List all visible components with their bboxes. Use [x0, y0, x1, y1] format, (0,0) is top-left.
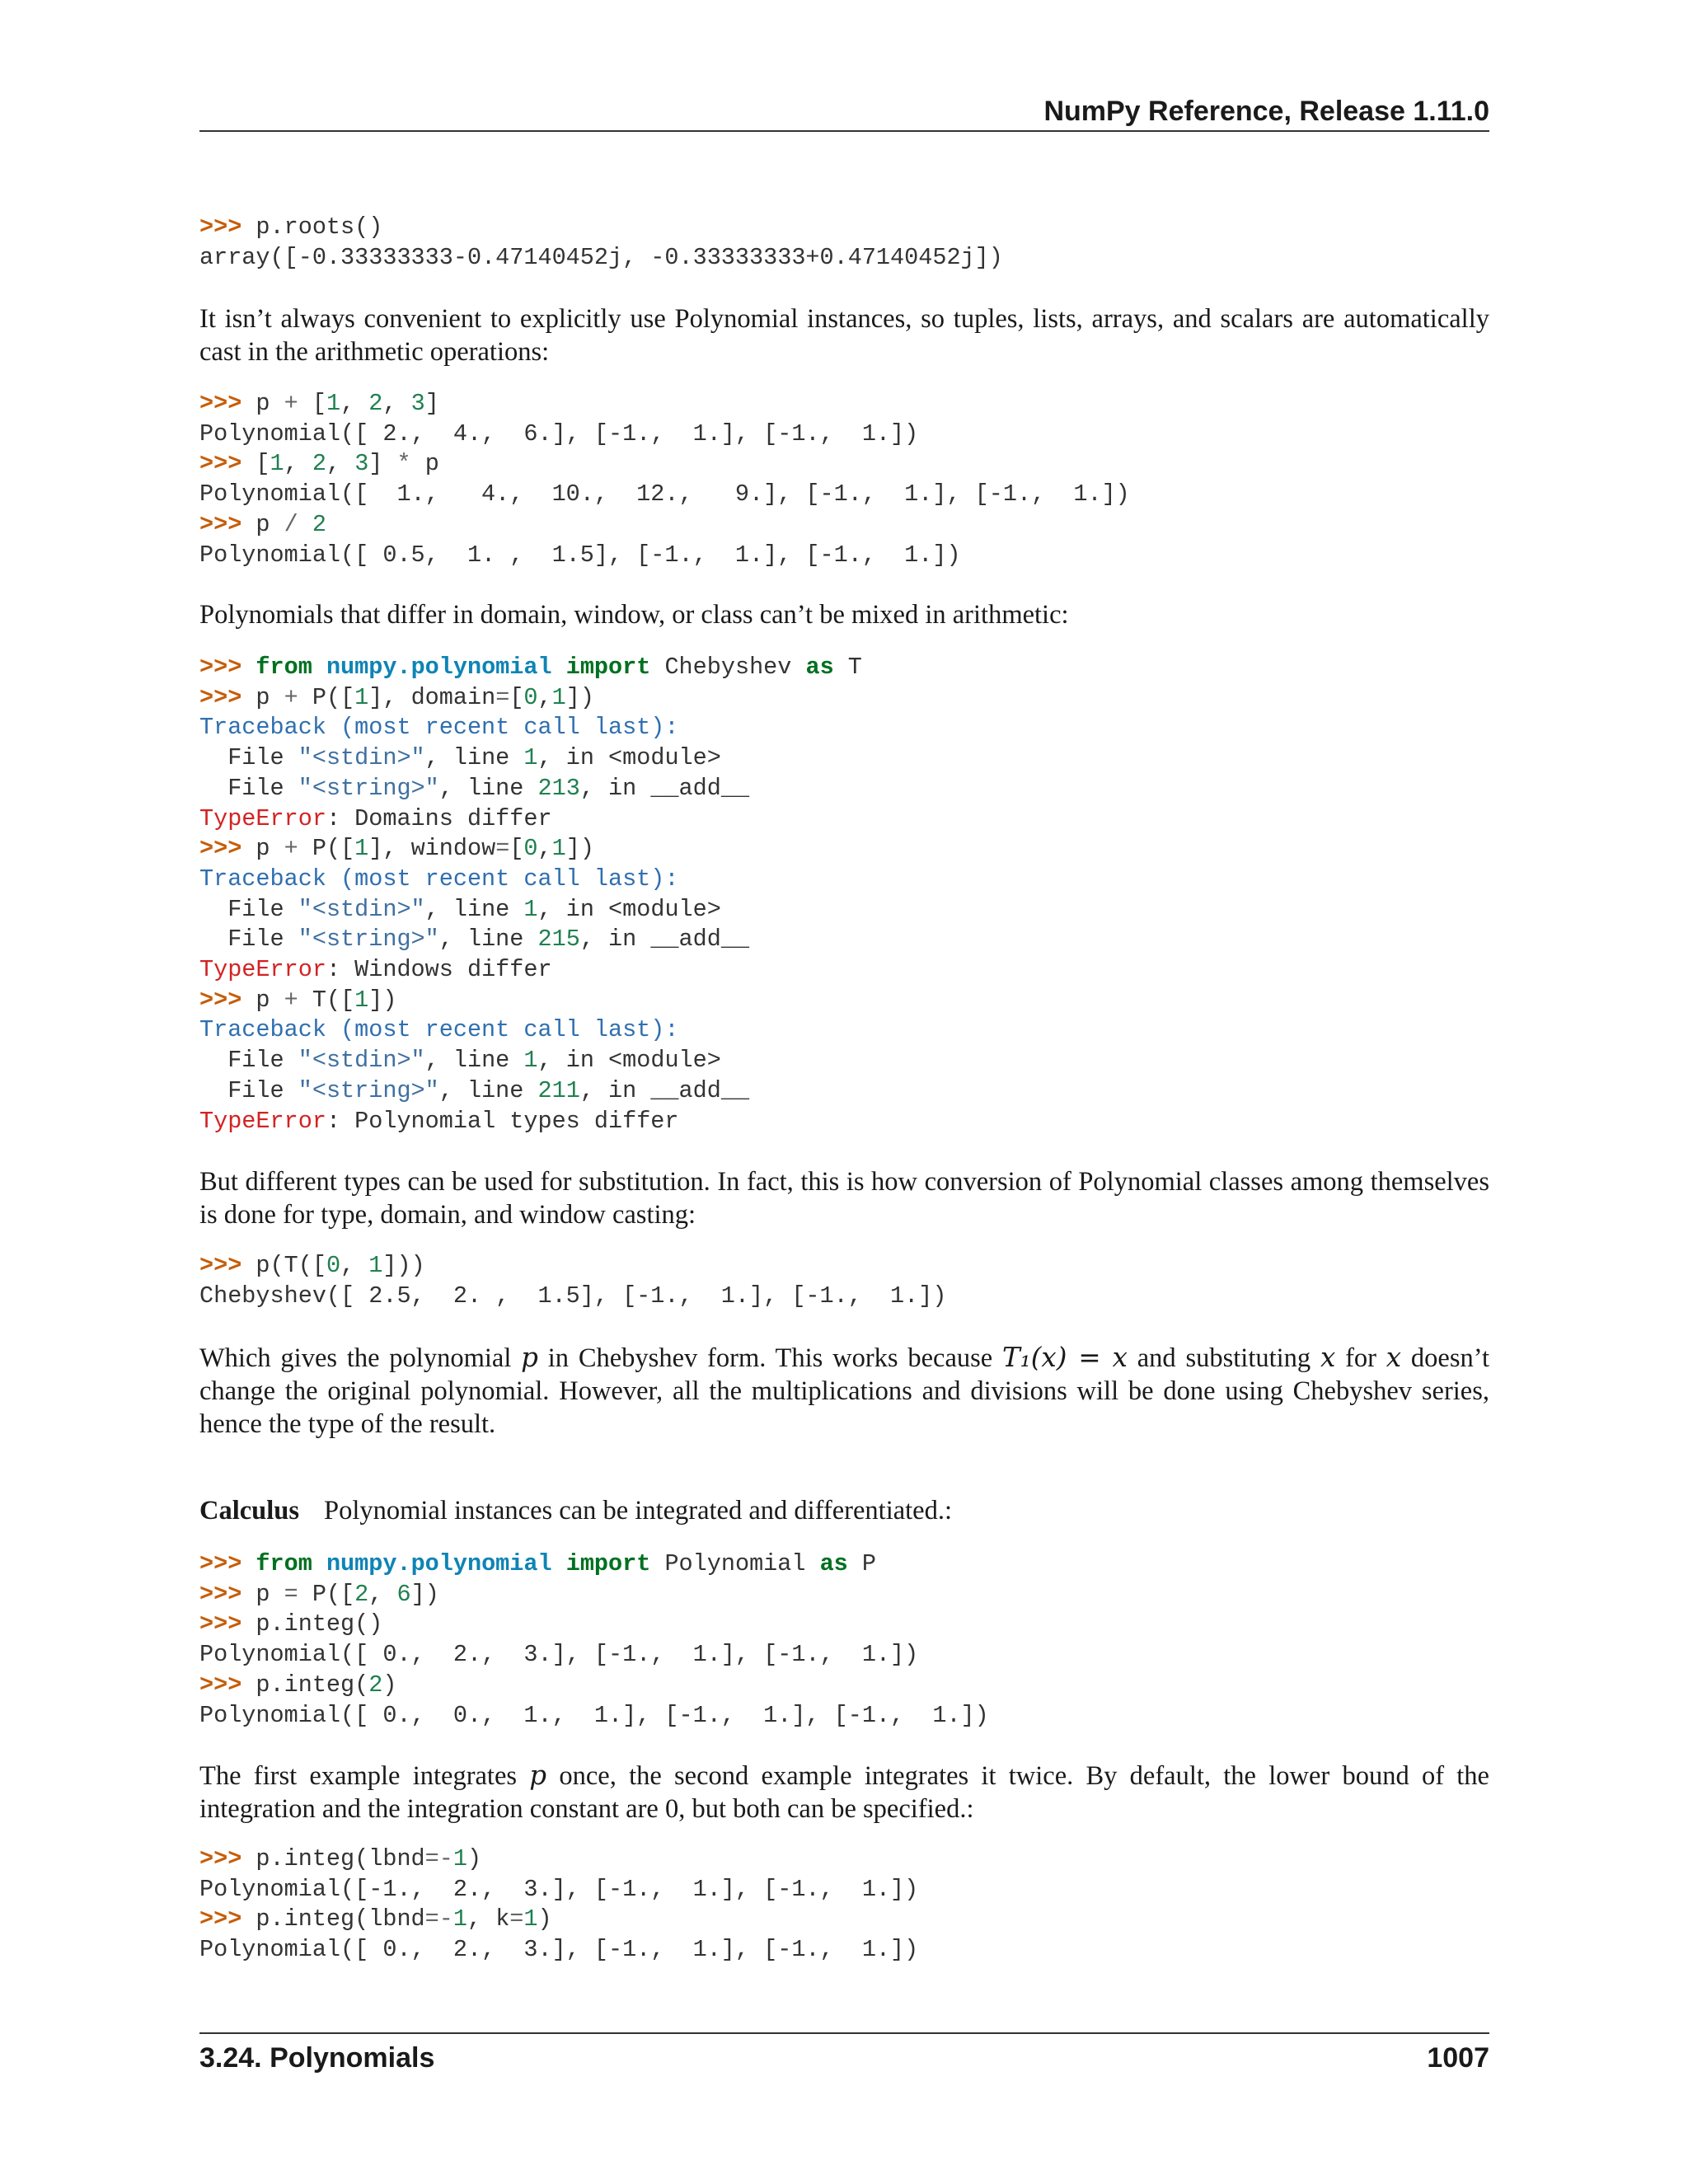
- text-run: Polynomial instances can be integrated and differentiated.:: [324, 1496, 953, 1526]
- code-block: >>> from numpy.polynomial import Polynomial as P >>> p = P([2, 6]) >>> p.integ() Polynomial([ 0., 2., 3.], [-1., 1.], [-1., 1.]) >>> p.integ(2) Polynomial([ 0., 0., 1., 1.], [-1., 1.], [-1., 1.]): [199, 1550, 989, 1729]
- math-x: x: [1320, 1342, 1336, 1373]
- math-equation: T₁(x) = x: [1002, 1342, 1128, 1373]
- prompt: >>>: [199, 1671, 242, 1699]
- prompt: >>>: [199, 1252, 242, 1279]
- code-block: >>> p + [1, 2, 3] Polynomial([ 2., 4., 6.], [-1., 1.], [-1., 1.]) >>> [1, 2, 3] * p Polynomial([ 1., 4., 10., 12., 9.], [-1., 1.], [-1., 1.]) >>> p / 2 Polynomial([ 0.5, 1. , 1.5], [-1., 1.], [-1., 1.]): [199, 390, 1130, 569]
- code-block-roots: [199, 213, 1489, 273]
- math-p: p: [521, 1342, 538, 1373]
- code-block: >>> p.integ(lbnd=-1) Polynomial([-1., 2., 3.], [-1., 1.], [-1., 1.]) >>> p.integ(lbnd=-1, k=1) Polynomial([ 0., 2., 3.], [-1., 1.], [-1., 1.]): [199, 1845, 919, 1964]
- header-title: NumPy Reference, Release 1.11.0: [1043, 96, 1489, 127]
- code-block-lbnd: [199, 1844, 1489, 1966]
- code-block: >>> p(T([0, 1])) Chebyshev([ 2.5, 2. , 1.5], [-1., 1.], [-1., 1.]): [199, 1252, 947, 1310]
- code-block-integ: [199, 1549, 1489, 1731]
- text-run: and substituting: [1127, 1343, 1320, 1373]
- code-block-errors: [199, 653, 1489, 1137]
- math-p: p: [529, 1760, 547, 1791]
- paragraph-text: Polynomials that differ in domain, window, or class can’t be mixed in arithmetic:: [199, 600, 1069, 630]
- text-run: doesn’t change the original polynomial. However, all the multiplications and divisions will be done using Chebyshev series, hence the type of the result.: [199, 1343, 1490, 1439]
- prompt: >>>: [199, 1610, 242, 1638]
- page-footer: [199, 2032, 1489, 2074]
- prompt: >>>: [199, 654, 242, 681]
- paragraph-text: [199, 1341, 1489, 1441]
- code-block: >>> from numpy.polynomial import Chebyshev as T >>> p + P([1], domain=[0,1]) Traceback (most recent call last): File "<stdin>", line 1, in <module> File "<string>", line 213, in __add__ TypeError: Domains differ >>> p + P([1], window=[0,1]) Traceback (most recent call last): File "<stdin>", line 1, in <module> File "<string>", line 215, in __add__ TypeError: Windows differ >>> p + T([1]) Traceback (most recent call last): File "<stdin>", line 1, in <module> File "<string>", line 211, in __add__ TypeError: Polynomial types differ: [199, 654, 862, 1135]
- prompt: >>>: [199, 835, 242, 863]
- page-number: 1007: [1427, 2042, 1489, 2074]
- prompt: >>>: [199, 450, 242, 478]
- text-run: for: [1335, 1343, 1386, 1373]
- prompt: >>>: [199, 1550, 242, 1577]
- math-x: x: [1386, 1342, 1402, 1373]
- prompt: >>>: [199, 986, 242, 1014]
- code-block: >>> p.roots() array([-0.33333333-0.47140452j, -0.33333333+0.47140452j]): [199, 213, 1003, 271]
- prompt: >>>: [199, 1905, 242, 1933]
- paragraph-chebyshev-form: [199, 1341, 1489, 1441]
- page-header: [199, 92, 1489, 132]
- text-run: in Chebyshev form. This works because: [537, 1343, 1002, 1373]
- prompt: >>>: [199, 213, 242, 241]
- term-calculus: Calculus: [199, 1496, 300, 1526]
- paragraph-text: [199, 1494, 1489, 1527]
- paragraph-text: [199, 1759, 1489, 1825]
- paragraph-autocast: [199, 302, 1489, 368]
- paragraph-substitution: [199, 1165, 1489, 1231]
- paragraph-integ-explain: [199, 1759, 1489, 1825]
- text-run: once, the second example integrates it twice. By default, the lower bound of the integration and the integration constant are 0, but both can be specified.:: [199, 1761, 1489, 1824]
- code-block-chebyshev: [199, 1251, 1489, 1311]
- text-run: The first example integrates: [199, 1761, 530, 1791]
- prompt: >>>: [199, 390, 242, 417]
- prompt: >>>: [199, 1580, 242, 1608]
- paragraph-mixing: [199, 598, 1489, 631]
- prompt: >>>: [199, 510, 242, 538]
- paragraph-calculus: [199, 1494, 1489, 1527]
- text-run: Which gives the polynomial: [199, 1343, 522, 1373]
- prompt: >>>: [199, 683, 242, 711]
- code-block-arith: [199, 389, 1489, 570]
- paragraph-text: It isn’t always convenient to explicitly use Polynomial instances, so tuples, lists, arrays, and scalars are automatically cast in the arithmetic operations:: [199, 304, 1489, 367]
- prompt: >>>: [199, 1845, 242, 1872]
- paragraph-text: But different types can be used for substitution. In fact, this is how conversion of Polynomial classes among themselves is done for type, domain, and window casting:: [199, 1167, 1489, 1230]
- footer-section: 3.24. Polynomials: [199, 2042, 435, 2074]
